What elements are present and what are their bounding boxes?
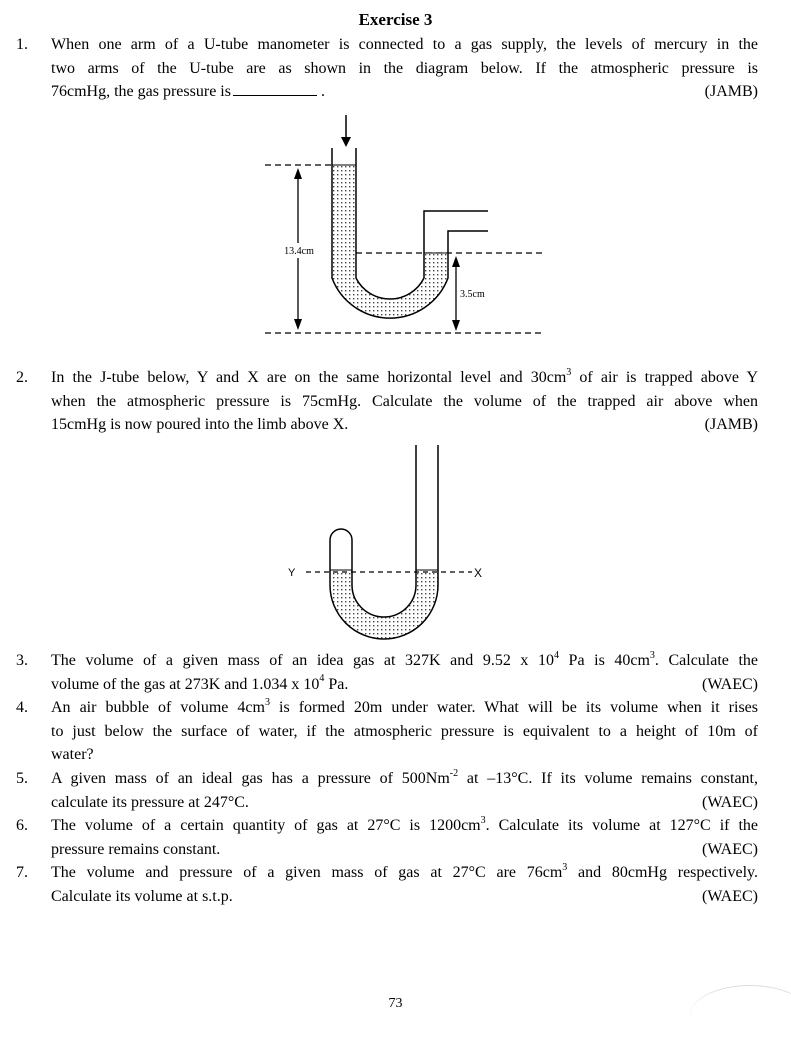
question-text-line: volume of the gas at 273K and 1.034 x $10^4$ Pa. (WAEC) (51, 673, 758, 697)
question-number: 4. (16, 699, 28, 716)
question-text-line: water? (51, 746, 94, 763)
question-text-line: The volume of a given mass of an idea gas at 327K and 9.52 x $10^4$ Pa is $40cm^3$. Calculate the (51, 649, 759, 669)
j-tube-diagram (280, 440, 490, 640)
u-tube-manometer-diagram (260, 113, 550, 338)
question-1 (16, 33, 758, 105)
question-text-line: to just below the surface of water, if the atmospheric pressure is equivalent to a height of 10m of (51, 722, 758, 740)
question-3 (16, 649, 758, 697)
page-curl-decoration (690, 985, 791, 1046)
exercise-title: Exercise 3 (358, 10, 433, 29)
source-tag: (JAMB) (704, 416, 758, 433)
question-text-line: two arms of the U-tube are as shown in the diagram below. If the atmospheric pressure is (51, 59, 758, 77)
source-tag: (JAMB) (704, 83, 758, 100)
question-text-line: pressure remains constant. (WAEC) (51, 838, 758, 862)
label-x: X (474, 566, 483, 580)
page-number: 73 (388, 996, 403, 1011)
question-text-line: In the J-tube below, Y and X are on the same horizontal level and $30cm^3$ of air is trapped above Y (51, 366, 759, 386)
question-2 (16, 366, 758, 438)
question-number: 6. (16, 817, 28, 834)
height-label-3-5: 3.5cm (460, 289, 485, 300)
question-6 (16, 814, 758, 862)
question-text-line: 76cmHg, the gas pressure is . (JAMB) (51, 80, 758, 104)
height-label-13-4: 13.4cm (284, 246, 314, 257)
question-text-line: An air bubble of volume $4cm^3$ is formed 20m under water. What will be its volume when it rises (51, 696, 759, 716)
question-text-line: A given mass of an ideal gas has a pressure of $500Nm^{-2}$ at –13°C. If its volume remains constant, (51, 767, 758, 787)
question-7 (16, 861, 758, 909)
answer-blank (233, 81, 317, 96)
label-y: Y (288, 567, 296, 579)
source-tag: (WAEC) (702, 793, 758, 811)
source-tag: (WAEC) (702, 675, 758, 693)
question-number: 5. (16, 770, 28, 787)
question-5 (16, 767, 758, 815)
question-text-line: When one arm of a U-tube manometer is connected to a gas supply, the levels of mercury in the (51, 36, 758, 53)
question-text-line: when the atmospheric pressure is 75cmHg. Calculate the volume of the trapped air above when (51, 392, 758, 410)
question-text-line: Calculate its volume at s.t.p. (WAEC) (51, 885, 758, 909)
question-text-line: 15cmHg is now poured into the limb above X. (JAMB) (51, 413, 758, 437)
question-text-line: The volume and pressure of a given mass of gas at 27°C are $76cm^3$ and 80cmHg respectively. (51, 861, 758, 881)
question-number: 1. (16, 36, 28, 53)
question-text-line: The volume of a certain quantity of gas at 27°C is $1200cm^3$. Calculate its volume at 127°C if the (51, 814, 759, 834)
question-number: 3. (16, 652, 28, 669)
source-tag: (WAEC) (702, 840, 758, 858)
question-text-line: calculate its pressure at 247°C. (WAEC) (51, 791, 758, 815)
question-number: 7. (16, 864, 28, 881)
question-number: 2. (16, 369, 28, 386)
source-tag: (WAEC) (702, 887, 758, 905)
question-4 (16, 696, 758, 768)
